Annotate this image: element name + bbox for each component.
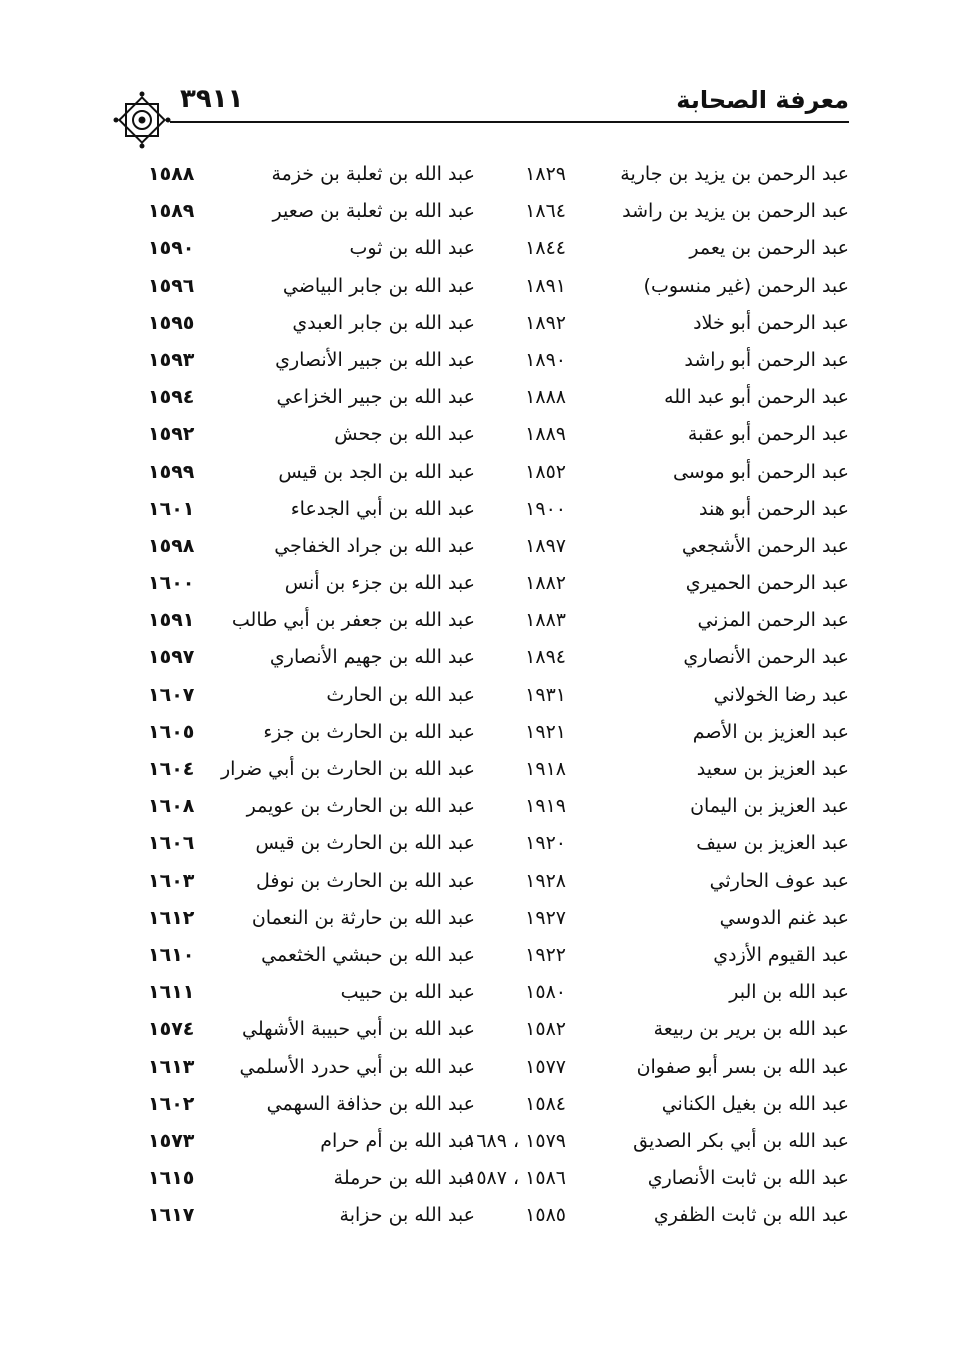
- index-row: [0, 790, 961, 827]
- left-column-number: ١٦١٢: [148, 906, 195, 929]
- right-column-name: عبد العزيز بن سعيد: [696, 758, 849, 780]
- left-column-number: ١٥٩١: [148, 609, 195, 632]
- right-column-name: عبد الرحمن أبو موسى: [672, 460, 849, 483]
- index-row: [0, 1125, 961, 1162]
- left-column-number: ١٦٠٤: [148, 758, 195, 780]
- right-column-number: ١٩٢٠: [525, 832, 566, 855]
- left-column-number: ١٥٩٨: [148, 534, 195, 557]
- right-column-name: عبد القيوم الأزدي: [713, 943, 849, 966]
- index-row: [0, 158, 961, 195]
- octagram-ornament-icon: [112, 90, 172, 150]
- left-column-number: ١٦١٣: [148, 1055, 195, 1078]
- left-column-name: عبد الله بن الحارث بن قيس: [255, 832, 475, 855]
- right-column-name: عبد عوف الحارثي: [709, 869, 849, 892]
- right-column-name: عبد الرحمن أبو خلاد: [693, 311, 849, 334]
- left-column-name: عبد الله بن حرملة: [333, 1167, 475, 1190]
- page-header: [0, 0, 961, 140]
- index-row: [0, 270, 961, 307]
- index-row: [0, 232, 961, 269]
- right-column-name: عبد العزيز بن سيف: [696, 832, 849, 855]
- right-column-name: عبد رضا الخولاني: [713, 683, 849, 706]
- right-column-name: عبد الله بن بغيل الكناني: [661, 1092, 849, 1115]
- index-row: [0, 679, 961, 716]
- index-row: [0, 1088, 961, 1125]
- left-column-name: عبد الله بن الحارث بن عويمر: [246, 795, 475, 818]
- index-row: [0, 567, 961, 604]
- index-row: [0, 976, 961, 1013]
- right-column-name: عبد الرحمن بن يزيد بن جارية: [620, 163, 849, 185]
- right-column-number: ١٨٨٩: [525, 423, 566, 446]
- right-column-name: عبد الله بن البر: [729, 981, 849, 1004]
- left-column-name: عبد الله بن ثعلبة بن خزمة: [271, 163, 475, 185]
- right-column-number: ١٨٢٩: [525, 163, 566, 185]
- right-column-number: ١٩٢٢: [525, 943, 566, 966]
- left-column-number: ١٦٠٨: [148, 795, 195, 818]
- book-title: معرفة الصحابة: [676, 86, 849, 114]
- right-column-name: عبد الله بن ثابت الظفري: [653, 1204, 849, 1227]
- index-row: [0, 902, 961, 939]
- left-column-number: ١٦٠٥: [148, 720, 195, 743]
- left-column-number: ١٦١٠: [148, 943, 195, 966]
- left-column-number: ١٥٩٧: [148, 646, 195, 669]
- left-column-number: ١٦٠٠: [148, 572, 195, 595]
- left-column-name: عبد الله بن ثوب: [349, 237, 475, 260]
- left-column-name: عبد الله بن ثعلبة بن صعير: [272, 200, 475, 223]
- right-column-number: ١٨٩١: [525, 274, 566, 297]
- left-column-name: عبد الله بن أبي الجدعاء: [290, 497, 475, 520]
- right-column-number: ١٥٧٧: [525, 1055, 566, 1078]
- left-column-number: ١٦٠٦: [148, 832, 195, 855]
- index-row: [0, 418, 961, 455]
- index-row: [0, 753, 961, 790]
- right-column-name: عبد الرحمن أبو هند: [698, 497, 849, 520]
- left-column-name: عبد الله بن أم حرام: [320, 1129, 475, 1152]
- right-column-number: ١٨٩٠: [525, 348, 566, 371]
- right-column-name: عبد الرحمن الحميري: [685, 572, 849, 595]
- right-column-name: عبد العزيز بن اليمان: [690, 795, 849, 818]
- index-row: [0, 1051, 961, 1088]
- left-column-number: ١٥٩٢: [148, 423, 195, 446]
- left-column-number: ١٥٩٥: [148, 311, 195, 334]
- right-column-number: ١٥٧٩ ، ١٦٨٩: [466, 1129, 566, 1152]
- left-column-number: ١٥٨٩: [148, 200, 195, 223]
- left-column-number: ١٥٩٣: [148, 348, 195, 371]
- right-column-number: ١٨٩٢: [525, 311, 566, 334]
- right-column-number: ١٨٥٢: [525, 460, 566, 483]
- left-column-name: عبد الله بن جزء بن أنس: [284, 572, 475, 595]
- left-column-name: عبد الله بن حذافة السهمي: [266, 1092, 475, 1115]
- index-row: [0, 641, 961, 678]
- right-column-number: ١٩٣١: [525, 683, 566, 706]
- left-column-name: عبد الله بن الحارث بن أبي ضرار: [221, 758, 475, 780]
- right-column-name: عبد الرحمن أبو عبد الله: [664, 386, 849, 409]
- right-column-number: ١٩٠٠: [525, 497, 566, 520]
- left-column-name: عبد الله بن جابر العبدي: [292, 311, 475, 334]
- right-column-name: عبد الرحمن أبو عقبة: [687, 423, 849, 446]
- left-column-name: عبد الله بن الحارث: [326, 683, 475, 706]
- page-number: ٣٩١١: [180, 84, 244, 114]
- left-column-number: ١٥٩٦: [148, 274, 195, 297]
- left-column-name: عبد الله بن جبير الخزاعي: [276, 386, 475, 409]
- left-column-number: ١٦١١: [148, 981, 195, 1004]
- index-row: [0, 716, 961, 753]
- left-column-name: عبد الله بن جبير الأنصاري: [275, 348, 475, 371]
- index-row: [0, 1199, 961, 1236]
- left-column-number: ١٥٩٠: [148, 237, 195, 260]
- left-column-number: ١٦١٥: [148, 1167, 195, 1190]
- index-row: [0, 604, 961, 641]
- left-column-name: عبد الله بن حزابة: [339, 1204, 475, 1227]
- index-row: [0, 493, 961, 530]
- right-column-number: ١٨٤٤: [525, 237, 566, 260]
- left-column-name: عبد الله بن الجد بن قيس: [278, 460, 475, 483]
- index-row: [0, 344, 961, 381]
- index-row: [0, 456, 961, 493]
- right-column-name: عبد الله بن برير بن ربيعة: [653, 1018, 849, 1041]
- left-column-name: عبد الله بن جحش: [334, 423, 475, 446]
- right-column-number: ١٨٩٧: [525, 534, 566, 557]
- right-column-number: ١٥٨٠: [525, 981, 566, 1004]
- right-column-number: ١٩١٩: [525, 795, 566, 818]
- right-column-name: عبد الرحمن أبو راشد: [684, 348, 849, 371]
- left-column-number: ١٦١٧: [148, 1204, 195, 1227]
- left-column-number: ١٥٩٤: [148, 386, 195, 409]
- index-row: [0, 827, 961, 864]
- header-rule: [170, 121, 849, 123]
- right-column-number: ١٨٩٤: [525, 646, 566, 669]
- right-column-name: عبد الرحمن الأشجعي: [681, 534, 849, 557]
- left-column-number: ١٦٠٢: [148, 1092, 195, 1115]
- index-row: [0, 1013, 961, 1050]
- index-row: [0, 1162, 961, 1199]
- right-column-name: عبد الرحمن الأنصاري: [683, 646, 849, 669]
- left-column-name: عبد الله بن حبشي الخثعمي: [261, 943, 475, 966]
- index-row: [0, 530, 961, 567]
- left-column-number: ١٥٧٤: [148, 1018, 195, 1041]
- right-column-number: ١٥٨٤: [525, 1092, 566, 1115]
- left-column-number: ١٥٩٩: [148, 460, 195, 483]
- left-column-name: عبد الله بن جهيم الأنصاري: [269, 646, 475, 669]
- right-column-name: عبد الرحمن (غير منسوب): [643, 274, 849, 297]
- right-column-name: عبد الرحمن بن يعمر: [689, 237, 849, 260]
- right-column-number: ١٥٨٥: [525, 1204, 566, 1227]
- left-column-name: عبد الله بن جابر البياضي: [282, 274, 475, 297]
- right-column-name: عبد الله بن أبي بكر الصديق: [633, 1129, 849, 1152]
- right-column-number: ١٨٨٨: [525, 386, 566, 409]
- right-column-number: ١٩٢٧: [525, 906, 566, 929]
- left-column-name: عبد الله بن حبيب: [340, 981, 475, 1004]
- right-column-number: ١٨٦٤: [525, 200, 566, 223]
- left-column-number: ١٦٠٣: [148, 869, 195, 892]
- right-column-name: عبد العزيز بن الأصم: [692, 720, 849, 743]
- left-column-name: عبد الله بن حارثة بن النعمان: [251, 906, 475, 929]
- right-column-number: ١٥٨٦ ، ١٥٨٧: [466, 1167, 566, 1190]
- index-list: [0, 158, 961, 1236]
- right-column-number: ١٩١٨: [525, 758, 566, 780]
- left-column-name: عبد الله بن الحارث بن نوفل: [255, 869, 475, 892]
- left-column-name: عبد الله بن أبي حبيبة الأشهلي: [242, 1018, 475, 1041]
- right-column-number: ١٨٨٣: [525, 609, 566, 632]
- left-column-number: ١٦٠٧: [148, 683, 195, 706]
- left-column-name: عبد الله بن جعفر بن أبي طالب: [231, 609, 475, 632]
- left-column-number: ١٥٨٨: [148, 163, 195, 185]
- index-row: [0, 865, 961, 902]
- left-column-name: عبد الله بن أبي حدرد الأسلمي: [239, 1055, 475, 1078]
- index-row: [0, 195, 961, 232]
- left-column-number: ١٥٧٣: [148, 1129, 195, 1152]
- right-column-name: عبد الله بن بسر أبو صفوان: [636, 1055, 849, 1078]
- right-column-name: عبد الرحمن المزني: [697, 609, 849, 632]
- right-column-number: ١٩٢١: [525, 720, 566, 743]
- right-column-number: ١٥٨٢: [525, 1018, 566, 1041]
- right-column-name: عبد الرحمن بن يزيد بن راشد: [622, 200, 849, 223]
- left-column-number: ١٦٠١: [148, 497, 195, 520]
- right-column-number: ١٨٨٢: [525, 572, 566, 595]
- right-column-name: عبد غنم الدوسي: [719, 906, 849, 929]
- right-column-name: عبد الله بن ثابت الأنصاري: [647, 1167, 849, 1190]
- index-row: [0, 381, 961, 418]
- left-column-name: عبد الله بن جراد الخفاجي: [274, 534, 475, 557]
- index-row: [0, 307, 961, 344]
- left-column-name: عبد الله بن الحارث بن جزء: [263, 720, 475, 743]
- right-column-number: ١٩٢٨: [525, 869, 566, 892]
- index-row: [0, 939, 961, 976]
